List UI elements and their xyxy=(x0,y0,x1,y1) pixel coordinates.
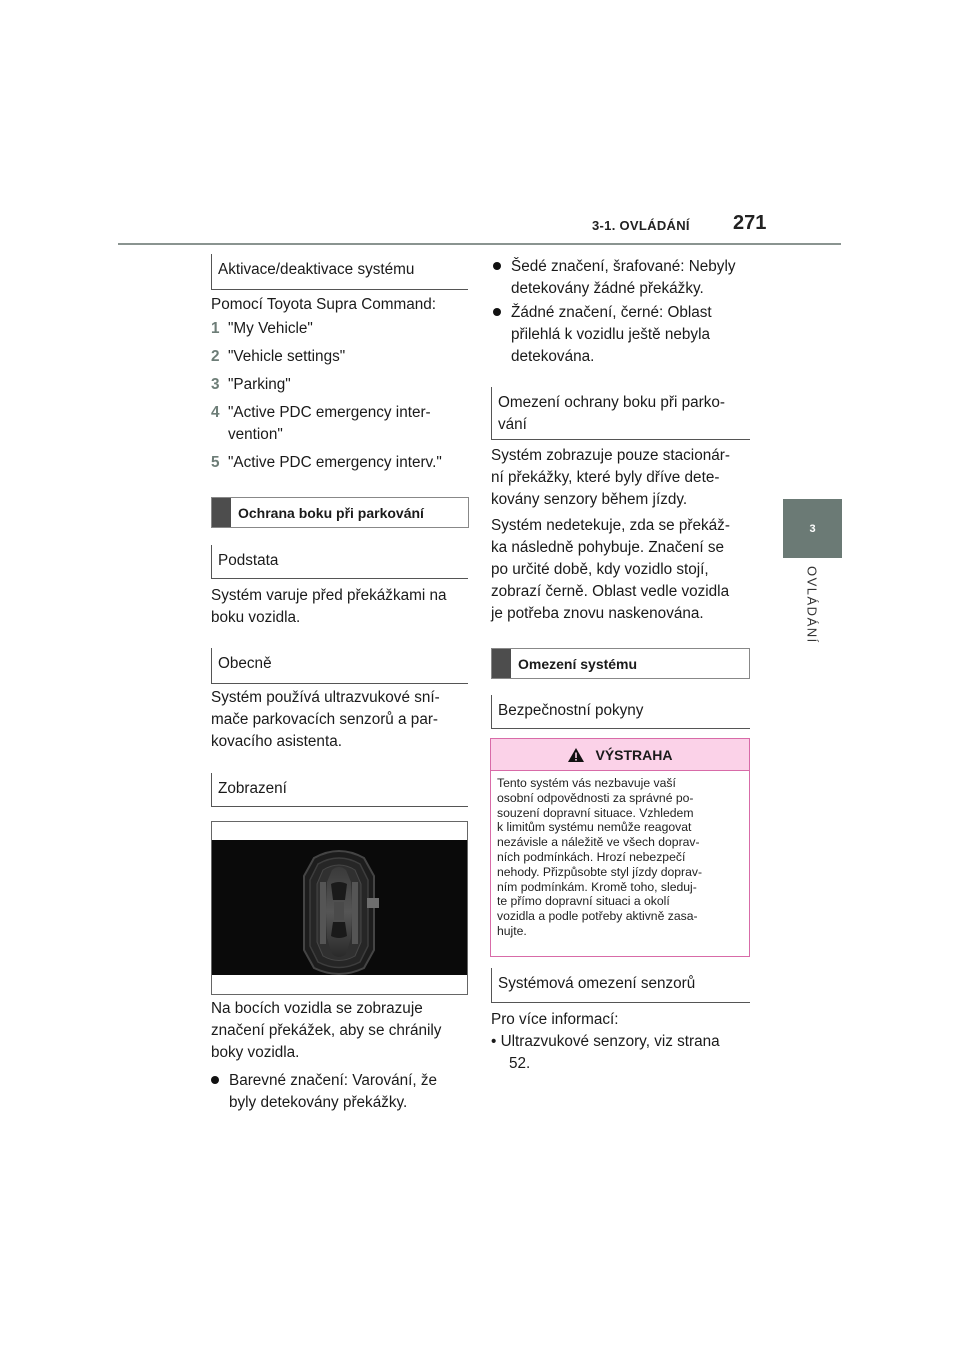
section-marker xyxy=(212,498,231,527)
section-marker xyxy=(492,649,511,678)
subhead-safety: Bezpečnostní pokyny xyxy=(491,695,750,729)
more-info-bullet: • Ultrazvukové senzory, viz strana 52. xyxy=(491,1033,720,1072)
subhead-limits: Omezení ochrany boku při parko- vání xyxy=(491,387,750,440)
pdc-display-image xyxy=(211,821,468,995)
section-title-system-limits: Omezení systému xyxy=(491,648,750,679)
header-rule xyxy=(118,243,841,245)
warning-triangle-icon xyxy=(567,747,585,763)
intro-text: Pomocí Toyota Supra Command: xyxy=(211,296,437,313)
bullet-icon xyxy=(211,1076,219,1084)
step-3: 3 "Parking" xyxy=(211,376,291,393)
step-4: 4 "Active PDC emergency inter- vention" xyxy=(211,404,431,443)
warning-text: Tento systém vás nezbavuje vaší osobní odpovědnosti za správné po- souzení dopravní situace. Vzhledem k limitům systému nemůže reagovat nezávisle a náležitě ve všech doprav- ních podmínkách. Hrozí nebezpečí nehody. Přizpůsobte styl jízdy doprav- ním podmínkám. Kromě toho, sleduj- te přímo dopravní situaci a okolí vozidla a podle potřeby aktivně zasa- hujte. xyxy=(497,776,703,938)
basis-text: Systém varuje před překážkami na boku vozidla. xyxy=(211,587,447,626)
limits-text-1: Systém zobrazuje pouze stacionár- ní překážky, které byly dříve dete- kovány senzory během jízdy. xyxy=(491,447,730,508)
subhead-display: Zobrazení xyxy=(211,773,468,807)
bullet-none: Žádné značení, černé: Oblast přilehlá k vozidlu ještě nebyla detekována. xyxy=(493,302,712,368)
car-top-view-icon xyxy=(212,822,467,994)
subhead-sensor-limits: Systémová omezení senzorů xyxy=(491,968,750,1003)
limits-text-2: Systém nedetekuje, zda se překáž- ka následně pohybuje. Značení se po určité době, kdy vozidlo stojí, zobrazí černě. Oblast vedle vozidla je potřeba znovu naskenována. xyxy=(491,517,730,622)
step-2: 2 "Vehicle settings" xyxy=(211,348,346,365)
general-text: Systém používá ultrazvukové sní- mače parkovacích senzorů a par- kovacího asistenta. xyxy=(211,689,440,750)
subhead-basis: Podstata xyxy=(211,545,468,579)
subhead-activation: Aktivace/deaktivace systému xyxy=(211,254,468,290)
display-text: Na bocích vozidla se zobrazuje značení překážek, aby se chránily boky vozidla. xyxy=(211,1000,442,1061)
warning-box xyxy=(490,738,750,957)
subhead-general: Obecně xyxy=(211,648,468,684)
bullet-colored: Barevné značení: Varování, že byly detekovány překážky. xyxy=(211,1070,437,1114)
step-1: 1 "My Vehicle" xyxy=(211,320,313,337)
page-number: 271 xyxy=(733,212,767,234)
step-5: 5 "Active PDC emergency interv." xyxy=(211,454,442,471)
warning-header: VÝSTRAHA xyxy=(491,739,749,771)
chapter-tab: 3 xyxy=(783,499,842,558)
bullet-icon xyxy=(493,262,501,270)
more-info-text: Pro více informací: xyxy=(491,1011,619,1028)
section-header: 3-1. OVLÁDÁNÍ xyxy=(592,218,690,233)
bullet-grey: Šedé značení, šrafované: Nebyly detekovány žádné překážky. xyxy=(493,256,736,300)
bullet-icon xyxy=(493,308,501,316)
chapter-label: OVLÁDÁNÍ xyxy=(804,566,820,644)
section-title-side-protection: Ochrana boku při parkování xyxy=(211,497,469,528)
